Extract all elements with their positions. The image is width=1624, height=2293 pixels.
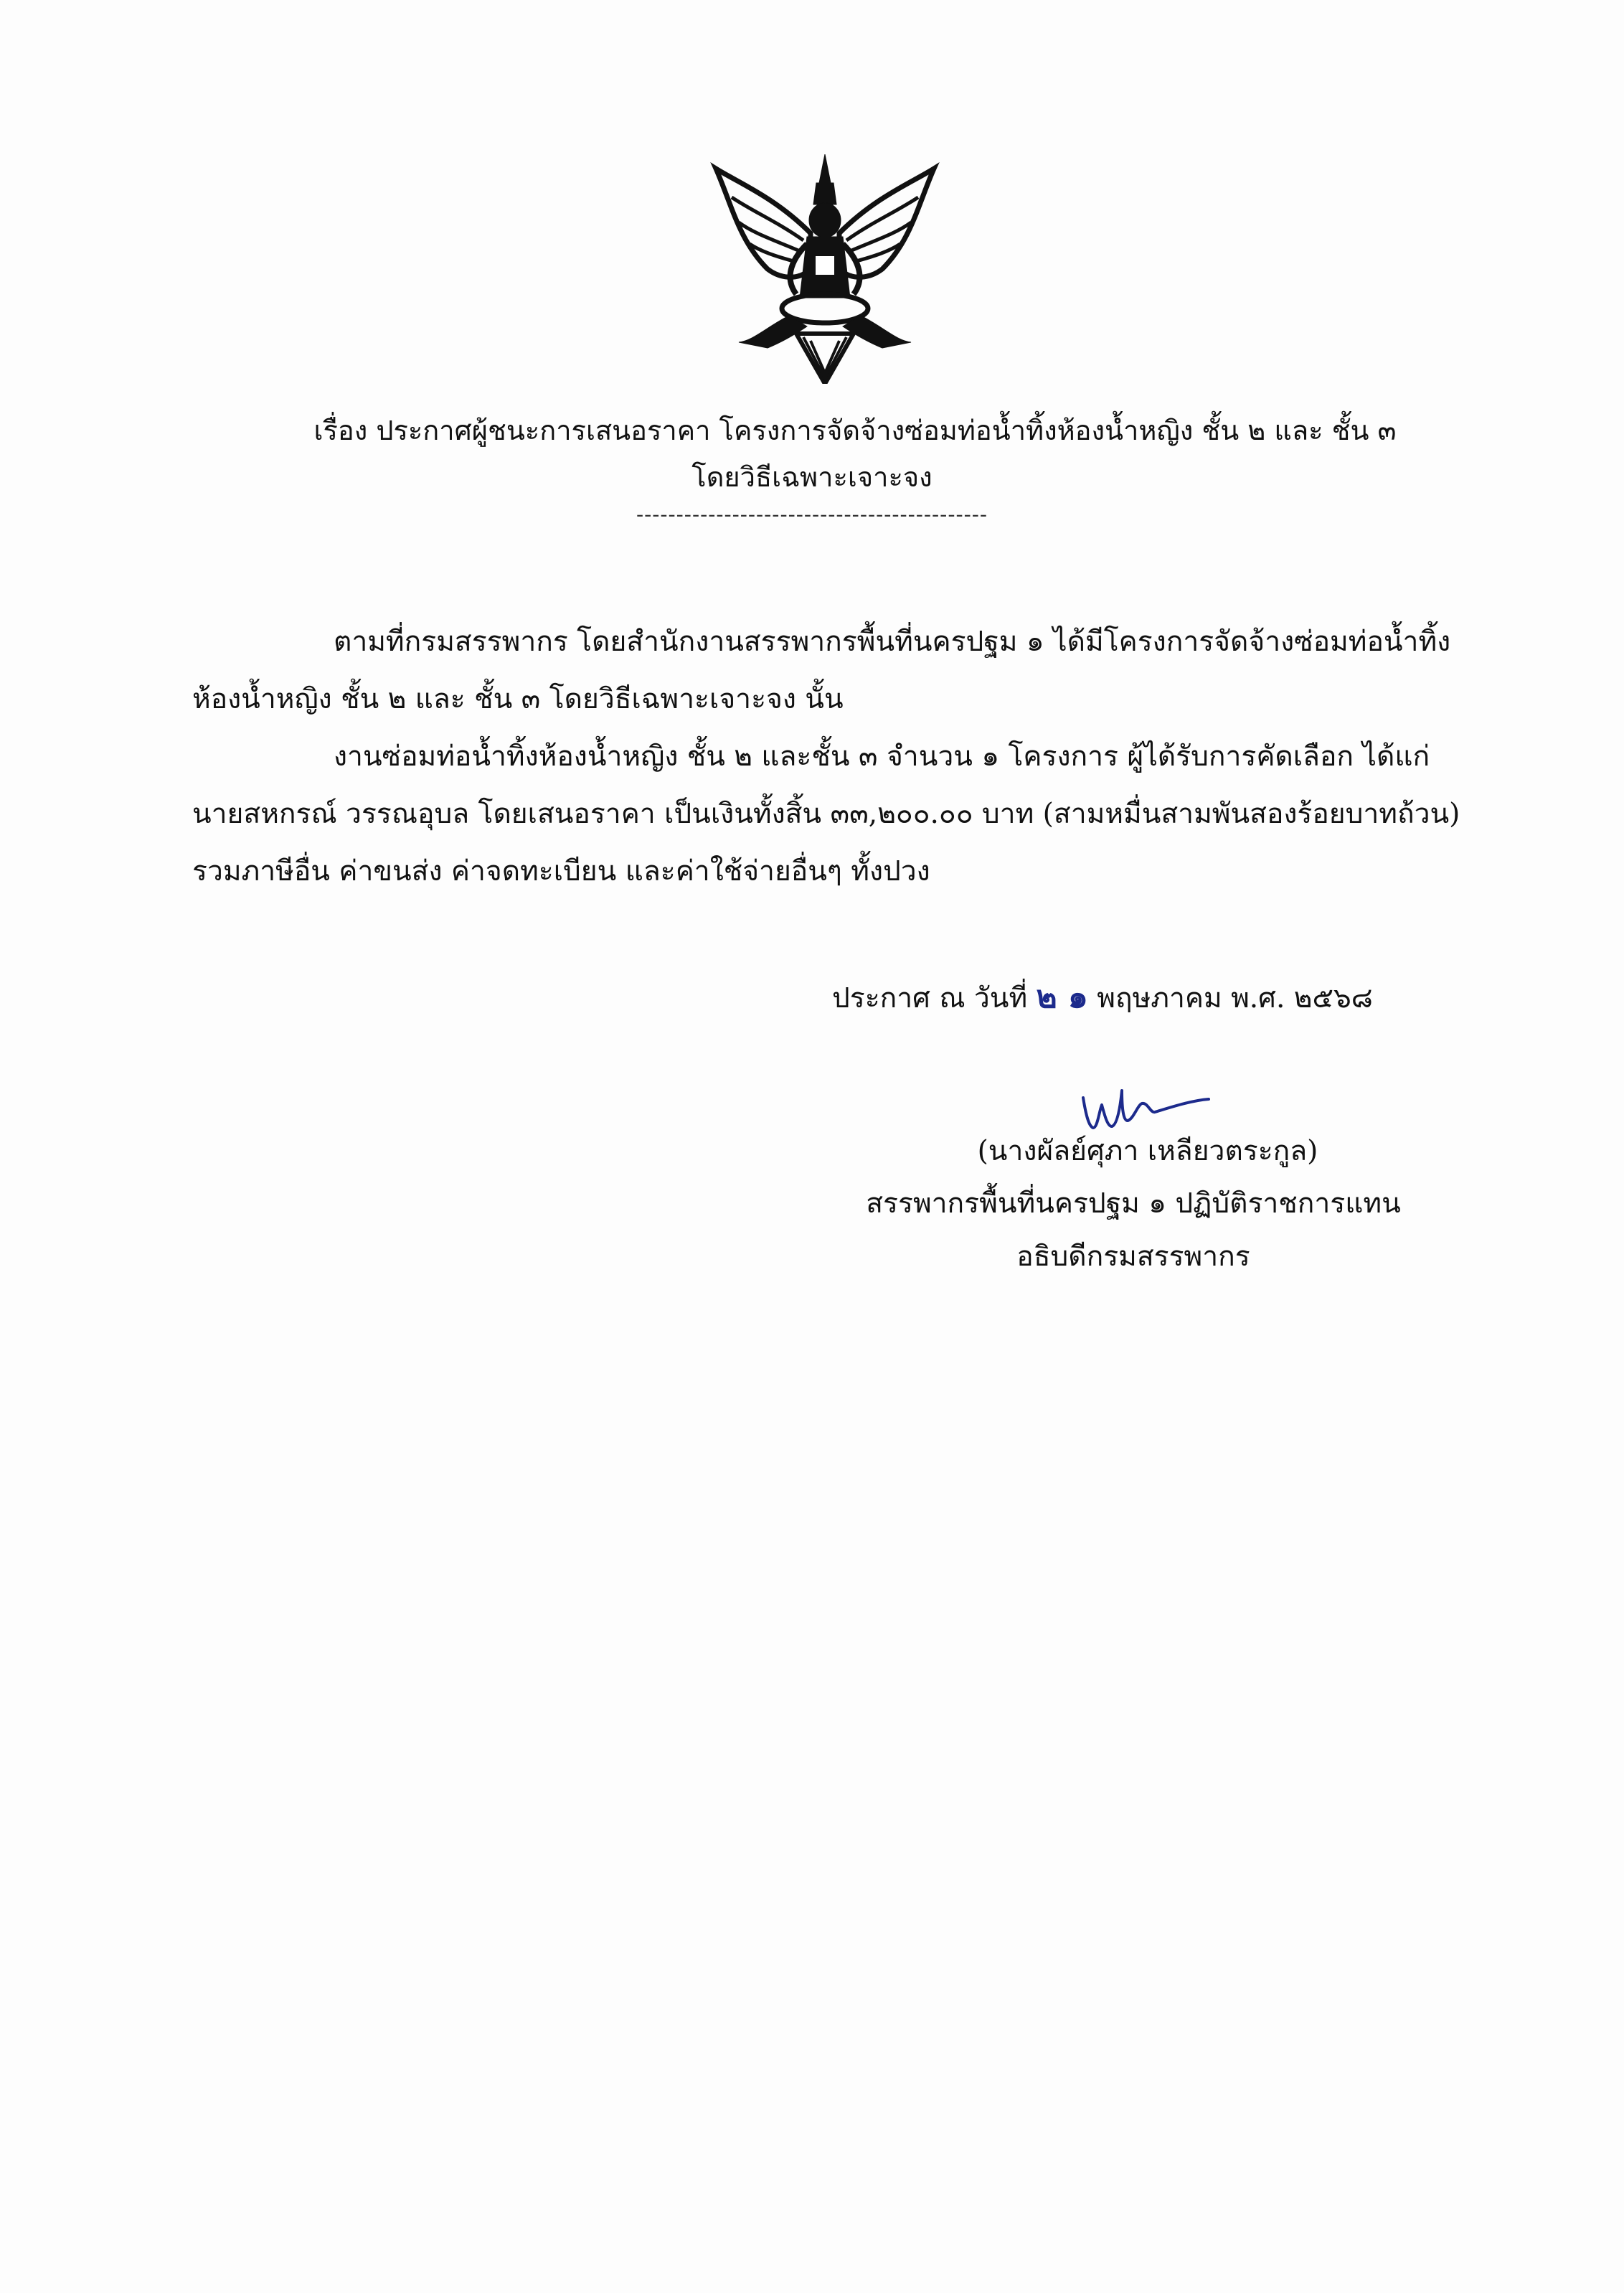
paragraph-2-line-3: รวมภาษีอื่น ค่าขนส่ง ค่าจดทะเบียน และค่าใช้จ่ายอื่นๆ ทั้งปวง: [192, 855, 930, 887]
paragraph-1-line-1: ตามที่กรมสรรพากร โดยสำนักงานสรรพากรพื้นที่นครปฐม ๑ ได้มีโครงการจัดจ้างซ่อมท่อน้ำทิ้ง: [334, 626, 1451, 658]
signatory-name: (นางผัลย์ศุภา เหลียวตระกูล): [977, 1135, 1318, 1167]
signatory-position: สรรพากรพื้นที่นครปฐม ๑ ปฏิบัติราชการแทน: [866, 1187, 1401, 1220]
document-title-line-2: โดยวิธีเฉพาะเจาะจง: [691, 461, 933, 493]
paragraph-1-line-2: ห้องน้ำหญิง ชั้น ๒ และ ชั้น ๓ โดยวิธีเฉพาะเจาะจง นั้น: [192, 683, 844, 715]
date-month-year: พฤษภาคม พ.ศ. ๒๕๖๘: [1097, 982, 1373, 1014]
announcement-date: [832, 976, 1373, 1020]
paragraph-2-line-2: นายสหกรณ์ วรรณอุบล โดยเสนอราคา เป็นเงินทั้งสิ้น ๓๓,๒๐๐.๐๐ บาท (สามหมื่นสามพันสองร้อยบาทถ้วน): [192, 798, 1460, 830]
date-day: ๒ ๑: [1036, 979, 1088, 1015]
document-title-line-1: เรื่อง ประกาศผู้ชนะการเสนอราคา โครงการจัดจ้างซ่อมท่อน้ำทิ้งห้องน้ำหญิง ชั้น ๒ และ ชั้น ๓: [313, 415, 1397, 446]
signatory-title: อธิบดีกรมสรรพากร: [1016, 1240, 1250, 1273]
title-divider: --------------------------------------------: [636, 502, 988, 527]
date-prefix: ประกาศ ณ วันที่: [832, 982, 1028, 1014]
garuda-emblem-icon: [710, 154, 940, 384]
paragraph-2-line-1: งานซ่อมท่อน้ำทิ้งห้องน้ำหญิง ชั้น ๒ และชั้น ๓ จำนวน ๑ โครงการ ผู้ได้รับการคัดเลือก ได้แก่: [334, 740, 1430, 773]
